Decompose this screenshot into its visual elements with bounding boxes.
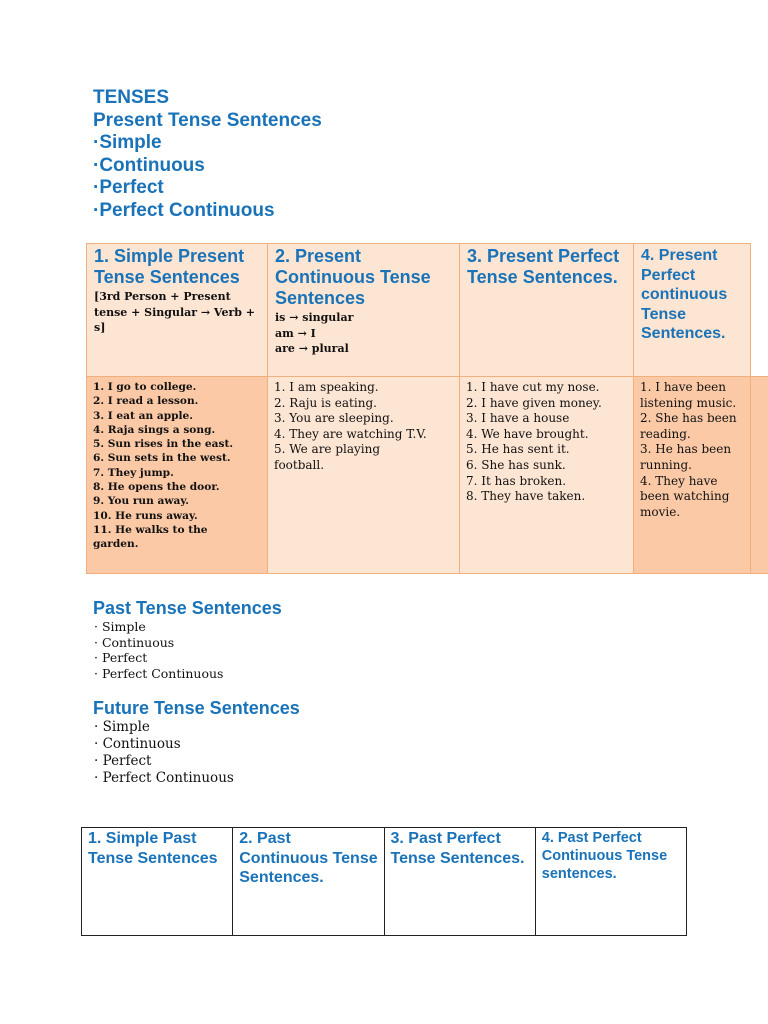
header-cell-present-perfect-continuous — [634, 244, 751, 377]
bullet-icon: · — [93, 132, 100, 153]
example-sentence: 4. They have been watching movie. — [640, 473, 730, 519]
example-sentence: 2. She has been reading. — [640, 411, 737, 441]
header-cell-simple-past — [82, 828, 233, 936]
list-item: · Perfect Continuous — [94, 770, 234, 786]
column-heading: 2. Present Continuous Tense Sentences — [275, 246, 431, 308]
column-note: is → singular — [275, 311, 354, 324]
list-item: · Perfect — [94, 650, 148, 665]
bullet-icon: · — [94, 719, 99, 735]
example-sentence: 6. She has sunk. — [466, 457, 566, 472]
bullet-icon: · — [93, 177, 100, 198]
bullet-icon: · — [94, 619, 98, 634]
example-sentence: 1. I go to college. — [93, 381, 197, 393]
column-heading: 4. Present Perfect continuous Tense Sentences. — [641, 247, 728, 342]
example-sentence: 2. I have given money. — [466, 395, 602, 410]
list-item: · Continuous — [94, 736, 181, 752]
section-title: Future Tense Sentences — [93, 698, 300, 718]
table-body-row — [87, 377, 768, 574]
examples-cell-present-continuous — [268, 377, 460, 574]
example-sentence: 8. He opens the door. — [93, 481, 220, 494]
bullet-icon: · — [93, 154, 100, 176]
column-note: am → I — [275, 326, 316, 340]
example-sentence: 11. He walks to the garden. — [93, 523, 208, 551]
example-sentence: 5. We are playing football. — [274, 442, 381, 472]
title-block — [93, 87, 322, 222]
table-header-row — [87, 244, 768, 377]
column-heading: 3. Present Perfect Tense Sentences. — [467, 246, 620, 287]
bullet-icon: · — [94, 770, 99, 786]
header-cell-past-perfect-continuous — [535, 828, 686, 936]
bullet-icon: · — [94, 736, 99, 752]
header-cell-simple-present — [87, 244, 268, 377]
example-sentence: 7. They jump. — [93, 466, 174, 479]
column-note: are → plural — [275, 342, 349, 355]
bullet-icon: · — [94, 753, 99, 769]
table-header-row — [82, 828, 687, 936]
column-heading: 1. Simple Past Tense Sentences — [88, 830, 218, 867]
example-sentence: 2. I read a lesson. — [93, 395, 199, 408]
example-sentence: 1. I am speaking. — [274, 380, 379, 394]
examples-cell-present-perfect — [460, 377, 634, 574]
examples-cell-simple-present — [87, 377, 268, 574]
bullet-icon: · — [94, 634, 98, 650]
list-item: · Simple — [94, 619, 146, 634]
column-heading: 1. Simple Present Tense Sentences — [94, 246, 245, 287]
example-sentence: 10. He runs away. — [93, 509, 198, 522]
bullet-icon: · — [93, 199, 100, 221]
type-item: ·Perfect Continuous — [93, 199, 275, 221]
example-sentence: 7. It has broken. — [466, 473, 567, 488]
past-tense-section — [93, 597, 282, 681]
column-heading: 2. Past Continuous Tense Sentences. — [239, 830, 378, 886]
section-title: Past Tense Sentences — [93, 598, 282, 618]
example-sentence: 3. You are sleeping. — [274, 411, 394, 426]
example-sentence: 6. Sun sets in the west. — [93, 452, 231, 465]
example-sentence: 4. We have brought. — [466, 426, 589, 441]
list-item: · Simple — [94, 719, 150, 735]
examples-cell-present-perfect-continuous — [634, 377, 751, 574]
example-sentence: 5. He has sent it. — [466, 442, 570, 457]
example-sentence: 1. I have been listening music. — [640, 380, 737, 410]
header-cell-present-continuous — [268, 244, 460, 377]
future-tense-section — [93, 697, 300, 787]
past-tense-table — [81, 827, 687, 936]
present-tense-table — [86, 243, 768, 574]
example-sentence: 5. Sun rises in the east. — [93, 438, 234, 451]
header-cell-present-perfect — [460, 244, 634, 377]
header-cell-past-perfect — [384, 828, 535, 936]
column-heading: 3. Past Perfect Tense Sentences. — [390, 830, 525, 867]
page-subtitle: Present Tense Sentences — [93, 109, 322, 131]
example-sentence: 4. They are watching T.V. — [274, 426, 427, 441]
type-item: ·Continuous — [93, 154, 205, 176]
example-sentence: 9. You run away. — [93, 495, 189, 508]
example-sentence: 2. Raju is eating. — [274, 395, 377, 410]
filler-cell — [751, 377, 768, 574]
list-item: · Perfect Continuous — [94, 665, 224, 681]
example-sentence: 1. I have cut my nose. — [466, 380, 600, 394]
type-item: ·Perfect — [93, 177, 164, 198]
example-sentence: 3. I have a house — [466, 411, 570, 426]
example-sentence: 3. I eat an apple. — [93, 409, 193, 422]
list-item: · Continuous — [94, 634, 175, 650]
bullet-icon: · — [94, 665, 98, 681]
example-sentence: 3. He has been running. — [640, 442, 732, 472]
bullet-icon: · — [94, 650, 98, 665]
type-item: ·Simple — [93, 132, 162, 153]
column-note: [3rd Person + Present tense + Singular → Verb + s] — [94, 290, 255, 334]
spacer-cell — [751, 244, 768, 377]
example-sentence: 4. Raja sings a song. — [93, 423, 216, 436]
page-title: TENSES — [93, 87, 170, 108]
column-heading: 4. Past Perfect Continuous Tense sentences. — [541, 830, 668, 882]
header-cell-past-continuous — [233, 828, 384, 936]
list-item: · Perfect — [94, 753, 152, 769]
example-sentence: 8. They have taken. — [466, 489, 586, 504]
